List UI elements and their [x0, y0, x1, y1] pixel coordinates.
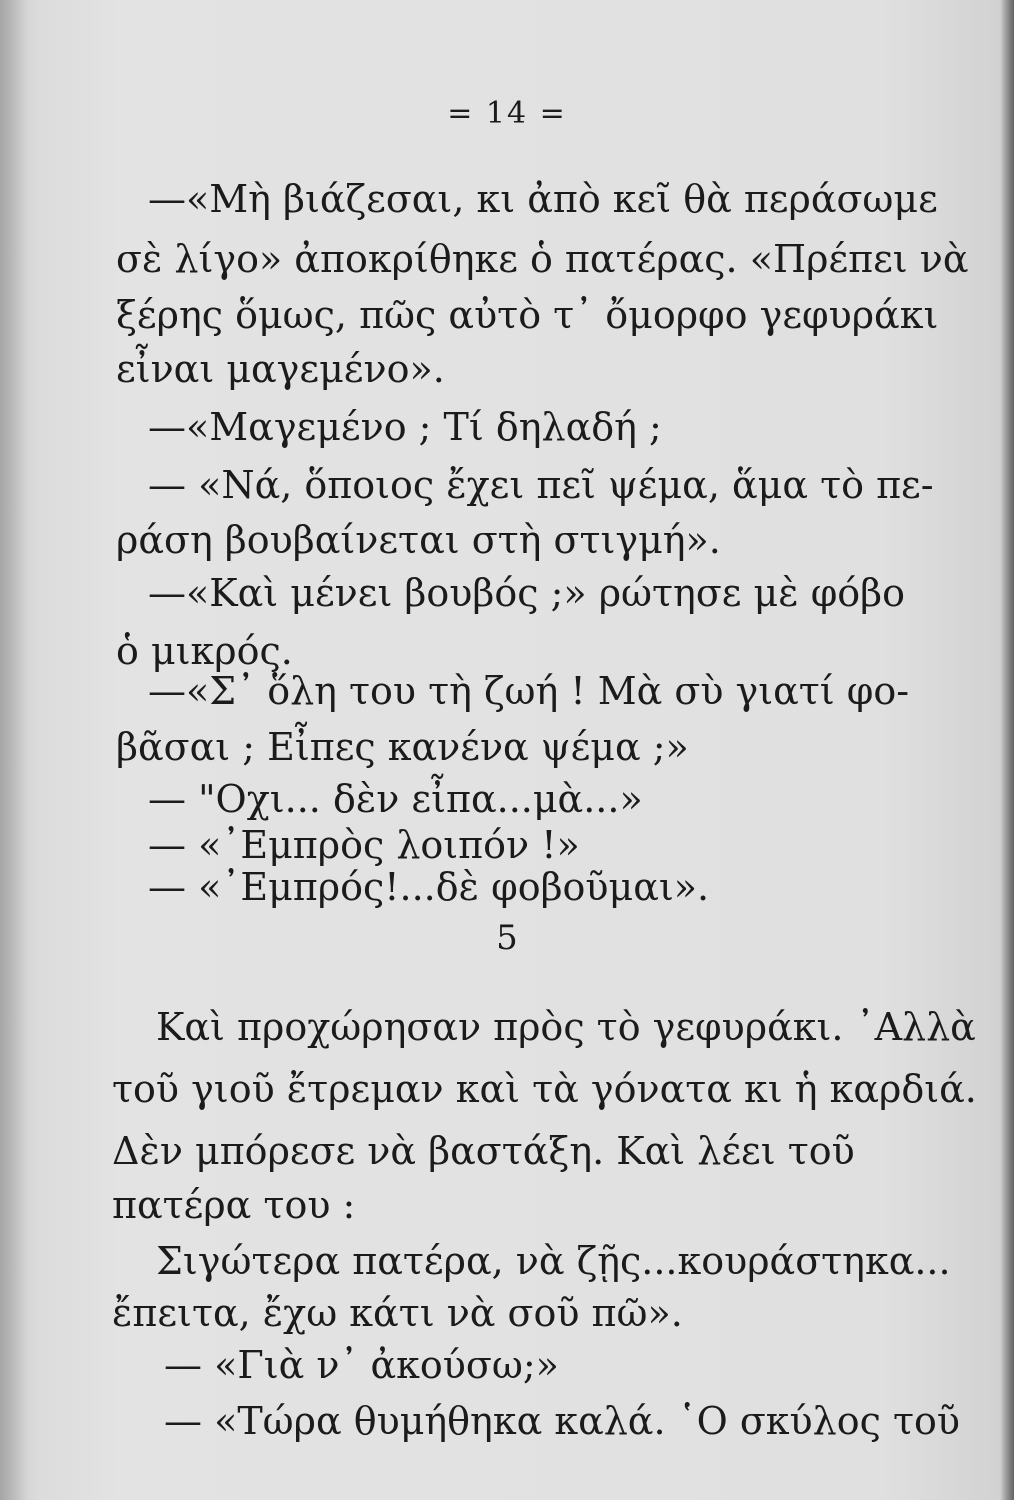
text-line: βᾶσαι ; Εἶπες κανένα ψέμα ;» — [116, 725, 689, 769]
text-line: σὲ λίγο» ἀποκρίθηκε ὁ πατέρας. «Πρέπει νὰ — [116, 237, 969, 281]
text-line: ράση βουβαίνεται στὴ στιγμή». — [116, 518, 721, 562]
text-line: πατέρα του : — [112, 1183, 356, 1227]
text-line: ξέρης ὅμως, πῶς αὐτὸ τ᾽ ὄμορφο γεφυράκι — [116, 293, 939, 337]
text-line: Σιγώτερα πατέρα, νὰ ζῇς...κουράστηκα... — [156, 1239, 951, 1283]
text-line: Δὲν μπόρεσε νὰ βαστάξη. Καὶ λέει τοῦ — [112, 1129, 855, 1173]
text-line: Καὶ προχώρησαν πρὸς τὸ γεφυράκι. ᾿Αλλὰ — [156, 1005, 976, 1049]
text-line: ἔπειτα, ἔχω κάτι νὰ σοῦ πῶ». — [112, 1291, 683, 1335]
text-line: — "Οχι... δὲν εἶπα...μὰ...» — [148, 777, 643, 821]
text-line: τοῦ γιοῦ ἔτρεμαν καὶ τὰ γόνατα κι ἡ καρδιά. — [112, 1067, 977, 1111]
page-number: = 14 = — [447, 96, 567, 131]
text-line: — «Νά, ὅποιος ἔχει πεῖ ψέμα, ἅμα τὸ πε- — [148, 463, 934, 507]
text-line: ὁ μικρός. — [116, 629, 293, 673]
text-line: εἶναι μαγεμένο». — [116, 347, 445, 391]
section-number: 5 — [496, 918, 518, 958]
text-line: — «᾿Εμπρὸς λοιπόν !» — [148, 823, 580, 867]
text-line: — «Γιὰ ν᾽ ἀκούσω;» — [164, 1343, 559, 1387]
text-line: —«Μαγεμένο ; Τί δηλαδή ; — [148, 405, 662, 449]
text-line: —«Καὶ μένει βουβός ;» ρώτησε μὲ φόβο — [148, 571, 906, 615]
text-line: —«Σ᾽ ὅλη του τὴ ζωή ! Μὰ σὺ γιατί φο- — [148, 669, 910, 713]
text-line: — «᾿Εμπρός!...δὲ φοβοῦμαι». — [148, 865, 710, 909]
text-line: —«Μὴ βιάζεσαι, κι ἀπὸ κεῖ θὰ περάσωμε — [148, 177, 938, 221]
text-line: — «Τώρα θυμήθηκα καλά. ῾Ο σκύλος τοῦ — [164, 1399, 960, 1443]
